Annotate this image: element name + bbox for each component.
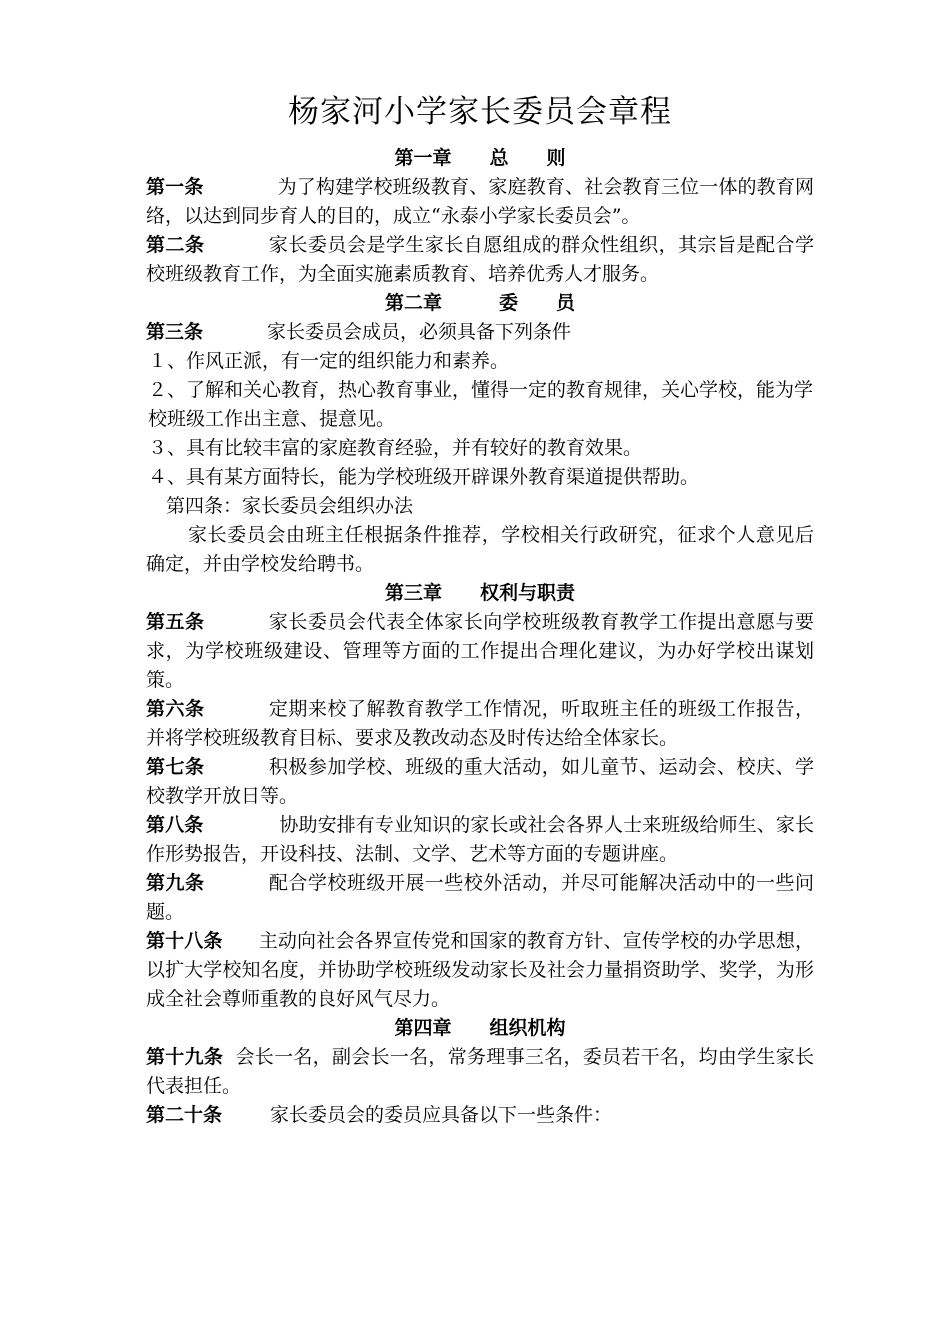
article-number: 第十九条 xyxy=(146,1046,224,1068)
article-20 xyxy=(146,1101,814,1130)
article-8 xyxy=(146,811,814,869)
list-item: １、作风正派，有一定的组织能力和素养。 xyxy=(148,350,510,372)
article-19 xyxy=(146,1043,814,1101)
article-number: 第二条 xyxy=(146,234,205,256)
document-title: 杨家河小学家长委员会章程 xyxy=(288,94,672,130)
article-text: 协助安排有专业知识的家长或社会各界人士来班级给师生、家长作形势报告，开设科技、法制、文学、艺术等方面的专题讲座。 xyxy=(146,814,814,865)
article-number: 第一条 xyxy=(146,176,204,198)
list-item: ２、了解和关心教育，热心教育事业，懂得一定的教育规律，关心学校，能为学校班级工作出主意、提意见。 xyxy=(148,379,814,430)
article-4-text: 家长委员会由班主任根据条件推荐，学校相关行政研究，征求个人意见后确定，并由学校发给聘书。 xyxy=(146,524,814,575)
article-text: 积极参加学校、班级的重大活动，如儿童节、运动会、校庆、学校教学开放日等。 xyxy=(146,756,814,807)
chapter-heading-3: 第三章 权利与职责 xyxy=(384,582,575,604)
article-number: 第二十条 xyxy=(146,1104,223,1126)
article-text: 家长委员会成员，必须具备下列条件 xyxy=(267,321,572,343)
article-number: 第九条 xyxy=(146,872,205,894)
article-number: 第六条 xyxy=(146,698,205,720)
article-5 xyxy=(146,608,814,695)
article-text: 主动向社会各界宣传党和国家的教育方针、宣传学校的办学思想，以扩大学校知名度，并协助学校班级发动家长及社会力量捐资助学、奖学，为形成全社会尊师重教的良好风气尽力。 xyxy=(146,930,814,1010)
article-6 xyxy=(146,695,814,753)
article-2 xyxy=(146,231,814,289)
article-18 xyxy=(146,927,814,1014)
article-9 xyxy=(146,869,814,927)
article-3 xyxy=(146,318,814,347)
list-item: ４、具有某方面特长，能为学校班级开辟课外教育渠道提供帮助。 xyxy=(148,466,700,488)
article-number: 第三条 xyxy=(146,321,204,343)
list-item: ３、具有比较丰富的家庭教育经验，并有较好的教育效果。 xyxy=(148,437,643,459)
chapter-heading-2: 第二章 委 员 xyxy=(384,292,575,314)
article-number: 第十八条 xyxy=(146,930,223,952)
document-page xyxy=(146,88,814,1130)
article-number: 第五条 xyxy=(146,611,205,633)
article-1 xyxy=(146,173,814,231)
chapter-heading-1: 第一章 总 则 xyxy=(394,147,566,169)
article-number: 第七条 xyxy=(146,756,205,778)
article-4-heading: 第四条：家长委员会组织办法 xyxy=(166,495,414,517)
article-7 xyxy=(146,753,814,811)
article-text: 会长一名，副会长一名，常务理事三名，委员若干名，均由学生家长代表担任。 xyxy=(146,1046,814,1097)
article-text: 定期来校了解教育教学工作情况，听取班主任的班级工作报告，并将学校班级教育目标、要求及教改动态及时传达给全体家长。 xyxy=(146,698,814,749)
article-text: 家长委员会是学生家长自愿组成的群众性组织，其宗旨是配合学校班级教育工作，为全面实施素质教育、培养优秀人才服务。 xyxy=(146,234,814,285)
article-text: 为了构建学校班级教育、家庭教育、社会教育三位一体的教育网络，以达到同步育人的目的，成立“永泰小学家长委员会”。 xyxy=(146,176,814,227)
article-text: 家长委员会代表全体家长向学校班级教育教学工作提出意愿与要求，为学校班级建设、管理等方面的工作提出合理化建议，为办好学校出谋划策。 xyxy=(146,611,814,691)
article-number: 第八条 xyxy=(146,814,204,836)
chapter-heading-4: 第四章 组织机构 xyxy=(394,1017,566,1039)
article-text: 配合学校班级开展一些校外活动，并尽可能解决活动中的一些问题。 xyxy=(146,872,814,923)
article-text: 家长委员会的委员应具备以下一些条件： xyxy=(270,1104,613,1126)
